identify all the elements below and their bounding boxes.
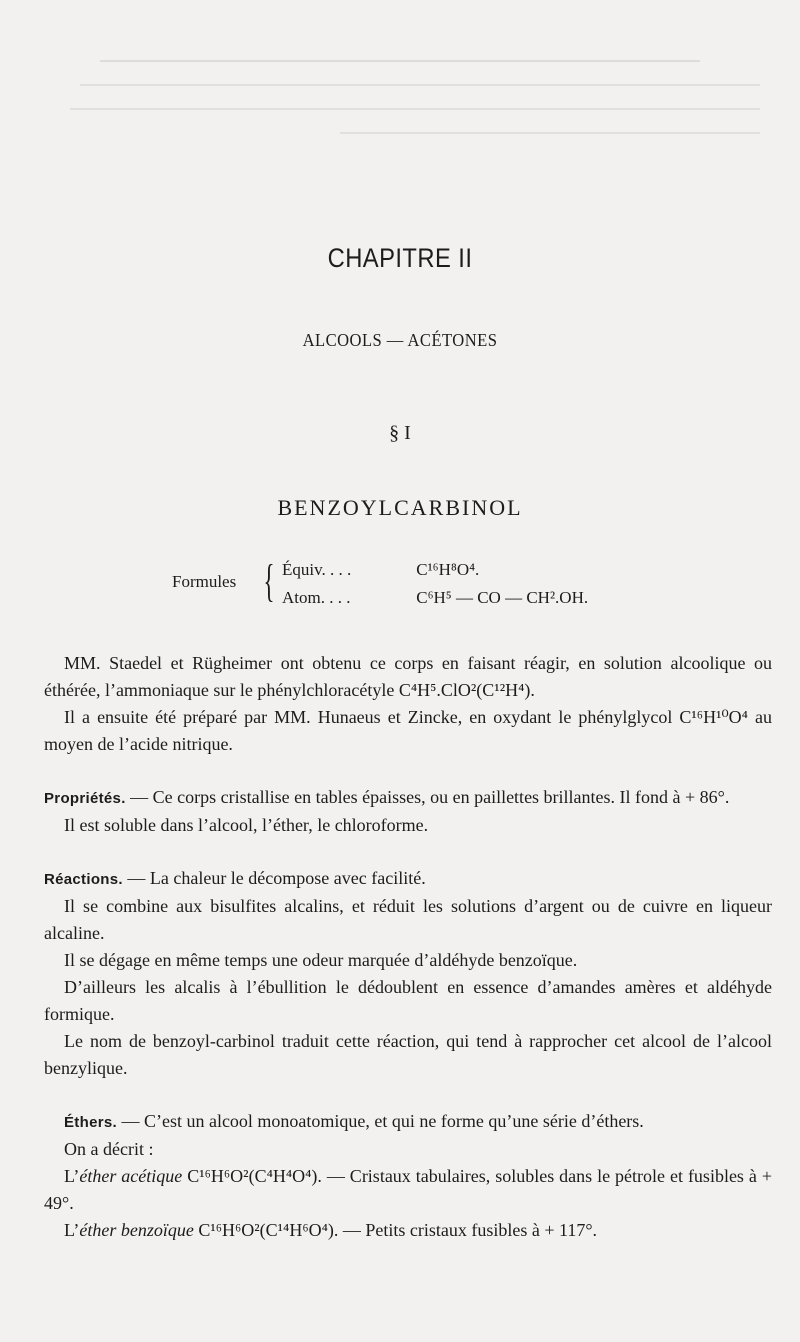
equiv-value: C¹⁶H⁸O⁴.	[416, 560, 480, 579]
formula-equiv-row	[282, 560, 479, 580]
acetic-ether-text: C¹⁶H⁶O²(C⁴H⁴O⁴). — Cristaux tabulaires, solubles dans le pétrole et fusibles à + 49°.	[44, 1166, 772, 1213]
paragraph-reactions	[44, 865, 772, 893]
paragraph-alkalis: D’ailleurs les alcalis à l’ébullition le dédoublent en essence d’amandes amères et aldéhyde formique.	[44, 977, 772, 1024]
paragraph-properties	[44, 784, 772, 812]
acetic-ether-name: éther acétique	[79, 1166, 183, 1186]
paragraph-acetic-ether	[44, 1163, 772, 1217]
brace-symbol: {	[263, 555, 275, 606]
benzoic-ether-name: éther benzoïque	[79, 1220, 194, 1240]
equiv-label: Équiv. . . .	[282, 560, 352, 579]
bleed-through-texture	[40, 40, 780, 270]
ethers-heading: Éthers.	[64, 1114, 117, 1131]
paragraph-ethers	[44, 1108, 772, 1136]
acetic-prefix: L’	[64, 1166, 80, 1186]
compound-title: BENZOYLCARBINOL	[277, 495, 523, 520]
paragraph-hunaeus: Il a ensuite été préparé par MM. Hunaeus et Zincke, en oxydant le phénylglycol C¹⁶H¹⁰O⁴ au moyen de l’acide nitrique.	[44, 707, 772, 754]
formula-atom-row	[282, 588, 588, 608]
benzoic-prefix: L’	[64, 1220, 80, 1240]
paragraph-bisulfites: Il se combine aux bisulfites alcalins, et réduit les solutions d’argent ou de cuivre en liqueur alcaline.	[44, 896, 772, 943]
paragraph-solubility: Il est soluble dans l’alcool, l’éther, le chloroforme.	[64, 815, 429, 835]
paragraph-odor: Il se dégage en même temps une odeur marquée d’aldéhyde benzoïque.	[64, 950, 578, 970]
atom-value: C⁶H⁵ — CO — CH².OH.	[416, 588, 589, 607]
reactions-heading: Réactions.	[44, 871, 123, 888]
paragraph-benzoic-ether	[44, 1217, 772, 1244]
paragraph-name: Le nom de benzoyl-carbinol traduit cette réaction, qui tend à rapprocher cet alcool de l’alcool benzylique.	[44, 1031, 772, 1078]
body-text	[44, 650, 772, 1244]
section-mark: § I	[389, 422, 411, 444]
properties-heading: Propriétés.	[44, 790, 126, 807]
ethers-text: — C’est un alcool monoatomique, et qui ne forme qu’une série d’éthers.	[116, 1111, 644, 1131]
atom-label: Atom. . . .	[282, 588, 351, 607]
chapter-title: CHAPITRE II	[327, 243, 473, 273]
paragraph-preparation: MM. Staedel et Rügheimer ont obtenu ce corps en faisant réagir, en solution alcoolique ou éthérée, l’ammoniaque sur le phénylchloracétyle C⁴H⁵.ClO²(C¹²H⁴).	[44, 653, 772, 700]
paragraph-described: On a décrit :	[64, 1139, 154, 1159]
benzoic-ether-text: C¹⁶H⁶O²(C¹⁴H⁶O⁴). — Petits cristaux fusibles à + 117°.	[193, 1220, 598, 1240]
properties-text: — Ce corps cristallise en tables épaisses, ou en paillettes brillantes. Il fond à + 86°.	[125, 787, 730, 807]
reactions-text: — La chaleur le décompose avec facilité.	[122, 868, 426, 888]
section-title: ALCOOLS — ACÉTONES	[302, 330, 498, 350]
formula-label: Formules	[172, 572, 237, 591]
